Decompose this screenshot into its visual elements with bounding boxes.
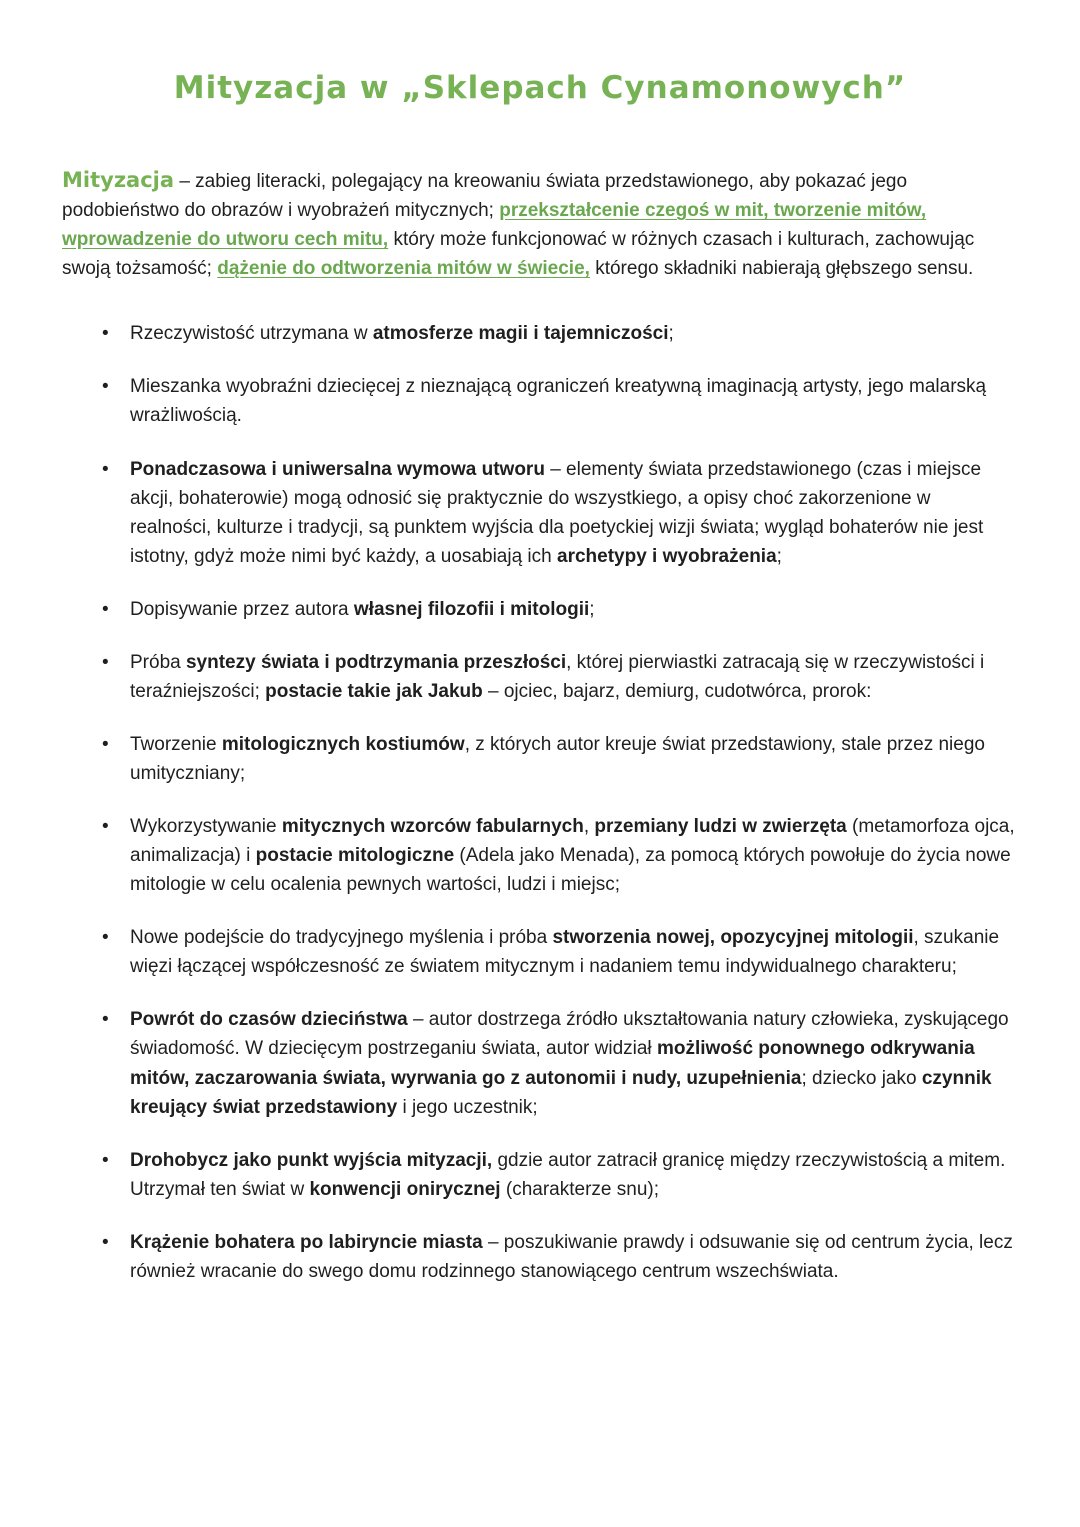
text-run: Tworzenie xyxy=(130,733,222,755)
text-run: Rzeczywistość utrzymana w xyxy=(130,323,373,345)
text-run: mitologicznych kostiumów xyxy=(221,733,465,755)
text-run: dążenie do odtworzenia mitów w świecie, xyxy=(217,258,590,280)
list-item xyxy=(100,812,1016,899)
text-run: Dopisywanie przez autora xyxy=(130,598,354,620)
text-run: przekształcenie czegoś w mit, tworzenie mitów, wprowadzenie do utworu cech mitu, xyxy=(62,200,927,251)
page-title: Mityzacja w „Sklepach Cynamonowych” xyxy=(173,70,907,106)
text-run: – poszukiwanie prawdy i odsuwanie się od centrum życia, lecz również wracanie do swego domu rodzinnego stanowiącego centrum wszechświata. xyxy=(130,1231,1013,1282)
text-run: czynnik kreujący świat przedstawiony xyxy=(130,1067,992,1118)
text-run: , z których autor kreuje świat przedstawiony, stale przez niego umityczniany; xyxy=(130,733,985,784)
text-run: stworzenia nowej, opozycyjnej mitologii xyxy=(552,927,914,949)
text-run: który może funkcjonować w różnych czasach i kulturach, zachowując swoją tożsamość; xyxy=(62,229,975,280)
text-run: ; dziecko jako xyxy=(801,1067,922,1089)
list-item xyxy=(100,595,1016,624)
text-run: – elementy świata przedstawionego (czas i miejsce akcji, bohaterowie) mogą odnosić się praktycznie do wszystkiego, a opisy choć zakorzenione w realności, kulturze i tradycji, są punktem wyjścia dla poetyckiej wizji świata; wygląd bohaterów nie jest istotny, gdyż może nimi być każdy, a uosabiają ich xyxy=(130,458,984,567)
text-run: , której pierwiastki zatracają się w rzeczywistości i teraźniejszości; xyxy=(130,651,985,702)
intro-paragraph xyxy=(62,164,1018,283)
text-run: ; xyxy=(668,323,674,345)
text-run: ; xyxy=(589,598,595,620)
text-run: możliwość ponownego odkrywania mitów, zaczarowania świata, wyrwania go z autonomii i nudy, uzupełnienia xyxy=(130,1038,975,1089)
text-run: własnej filozofii i mitologii xyxy=(353,598,590,620)
list-item xyxy=(100,1146,1016,1204)
text-run: gdzie autor zatracił granicę między rzeczywistością a mitem. Utrzymał ten świat w xyxy=(130,1149,1006,1200)
text-run: , xyxy=(583,816,595,838)
text-run: – ojciec, bajarz, demiurg, cudotwórca, prorok: xyxy=(482,680,872,702)
text-run: Nowe podejście do tradycyjnego myślenia i próba xyxy=(130,927,553,949)
text-run: (metamorfoza ojca, animalizacja) i xyxy=(130,816,1015,867)
text-run: postacie takie jak Jakub xyxy=(265,680,483,702)
list-item xyxy=(100,648,1016,706)
text-run: Drohobycz jako punkt wyjścia mityzacji, xyxy=(130,1149,493,1171)
list-item xyxy=(100,730,1016,788)
list-item xyxy=(100,319,1016,348)
list-item xyxy=(100,455,1016,571)
text-run: syntezy świata i podtrzymania przeszłości xyxy=(185,651,567,673)
list-item xyxy=(100,1005,1016,1121)
list-item xyxy=(100,372,1016,430)
text-run: (Adela jako Menada), za pomocą których powołuje do życia nowe mitologie w celu ocalenia pewnych wartości, ludzi i miejsc; xyxy=(130,845,1011,896)
list-item xyxy=(100,923,1016,981)
text-run: Wykorzystywanie xyxy=(130,816,282,838)
text-run: ; xyxy=(776,545,782,567)
text-run: Ponadczasowa i uniwersalna wymowa utworu xyxy=(130,458,545,480)
text-run: postacie mitologiczne xyxy=(255,845,455,867)
text-run: Krążenie bohatera po labiryncie miasta xyxy=(130,1231,483,1253)
text-run: Próba xyxy=(130,651,186,673)
text-run: Powrót do czasów dzieciństwa xyxy=(130,1009,408,1031)
text-run: mitycznych wzorców fabularnych xyxy=(281,816,584,838)
text-run: którego składniki nabierają głębszego sensu. xyxy=(589,258,974,280)
text-run: – autor dostrzega źródło ukształtowania natury człowieka, zyskującego świadomość. W dziecięcym postrzeganiu świata, autor widział xyxy=(130,1009,1009,1060)
text-run: , szukanie więzi łączącej współczesność ze światem mitycznym i nadaniem temu indywidualnego charakteru; xyxy=(130,927,1000,978)
text-run: Mieszanka wyobraźni dziecięcej z nieznającą ograniczeń kreatywną imaginacją artysty, jego malarską wrażliwością. xyxy=(130,376,987,427)
text-run: atmosferze magii i tajemniczości xyxy=(372,323,669,345)
text-run: konwencji onirycznej xyxy=(309,1178,501,1200)
bullet-list xyxy=(62,319,1018,1286)
text-run: (charakterze snu); xyxy=(500,1178,659,1200)
list-item xyxy=(100,1228,1016,1286)
text-run: – zabieg literacki, polegający na kreowaniu świata przedstawionego, aby pokazać jego podobieństwo do obrazów i wyobrażeń mitycznych; xyxy=(62,171,908,222)
text-run: przemiany ludzi w zwierzęta xyxy=(594,816,847,838)
text-run: Mityzacja xyxy=(62,168,175,192)
text-run: i jego uczestnik; xyxy=(397,1096,538,1118)
text-run: archetypy i wyobrażenia xyxy=(557,545,777,567)
